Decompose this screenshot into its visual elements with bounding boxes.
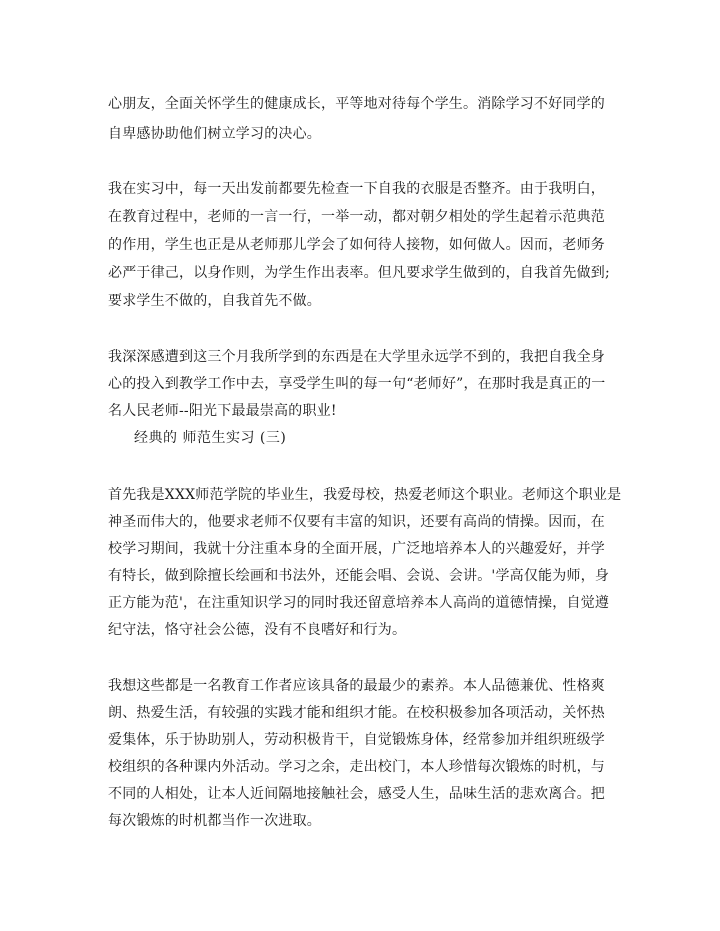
paragraph-4-line-6: 纪守法，恪守社会公德，没有不良嗜好和行为。 — [108, 622, 407, 638]
paragraph-2-line-4: 必严于律己，以身作则，为学生作出表率。但凡要求学生做到的，自我首先做到; — [108, 265, 610, 281]
paragraph-5-line-6: 每次锻炼的时机都当作一次进取。 — [108, 813, 321, 829]
paragraph-5-line-3: 爱集体，乐于协助别人，劳动积极肯干，自觉锻炼身体，经常参加并组织班级学 — [108, 732, 605, 748]
paragraph-2-line-3: 的作用，学生也正是从老师那儿学会了如何待人接物，如何做人。因而，老师务 — [108, 237, 605, 253]
paragraph-4-line-5: 正方能为范'，在注重知识学习的同时我还留意培养本人高尚的道德情操，自觉遵 — [108, 595, 610, 611]
paragraph-3-line-3: 名人民老师--阳光下最最崇高的职业! — [108, 403, 337, 419]
paragraph-4-line-3: 校学习期间，我就十分注重本身的全面开展，广泛地培养本人的兴趣爱好，并学 — [108, 541, 605, 557]
paragraph-2-line-1: 我在实习中，每一天出发前都要先检查一下自我的衣服是否整齐。由于我明白， — [108, 181, 605, 197]
section-heading: 经典的 师范生实习 (三) — [134, 430, 287, 446]
paragraph-4-line-1: 首先我是XXX师范学院的毕业生，我爱母校，热爱老师这个职业。老师这个职业是 — [108, 487, 622, 503]
paragraph-2-line-2: 在教育过程中，老师的一言一行，一举一动，都对朝夕相处的学生起着示范典范 — [108, 209, 605, 225]
paragraph-5-line-2: 朗、热爱生活，有较强的实践才能和组织才能。在校积极参加各项活动，关怀热 — [108, 705, 605, 721]
paragraph-1-line-2: 自卑感协助他们树立学习的决心。 — [108, 126, 321, 142]
paragraph-4-line-4: 有特长，做到除擅长绘画和书法外，还能会唱、会说、会讲。'学高仅能为师，身 — [108, 568, 610, 584]
paragraph-3-line-1: 我深深感遭到这三个月我所学到的东西是在大学里永远学不到的，我把自我全身 — [108, 349, 605, 365]
paragraph-5-line-5: 不同的人相处，让本人近间隔地接触社会，感受人生，品味生活的悲欢离合。把 — [108, 786, 605, 802]
paragraph-2-line-5: 要求学生不做的，自我首先不做。 — [108, 293, 321, 309]
paragraph-1-line-1: 心朋友，全面关怀学生的健康成长，平等地对待每个学生。消除学习不好同学的 — [108, 96, 605, 112]
paragraph-4-line-2: 神圣而伟大的，他要求老师不仅要有丰富的知识，还要有高尚的情操。因而，在 — [108, 514, 605, 530]
paragraph-5-line-4: 校组织的各种课内外活动。学习之余，走出校门，本人珍惜每次锻炼的时机，与 — [108, 759, 605, 775]
paragraph-5-line-1: 我想这些都是一名教育工作者应该具备的最最少的素养。本人品德兼优、性格爽 — [108, 678, 605, 694]
paragraph-3-line-2: 心的投入到教学工作中去，享受学生叫的每一句“老师好”，在那时我是真正的一 — [108, 376, 606, 392]
